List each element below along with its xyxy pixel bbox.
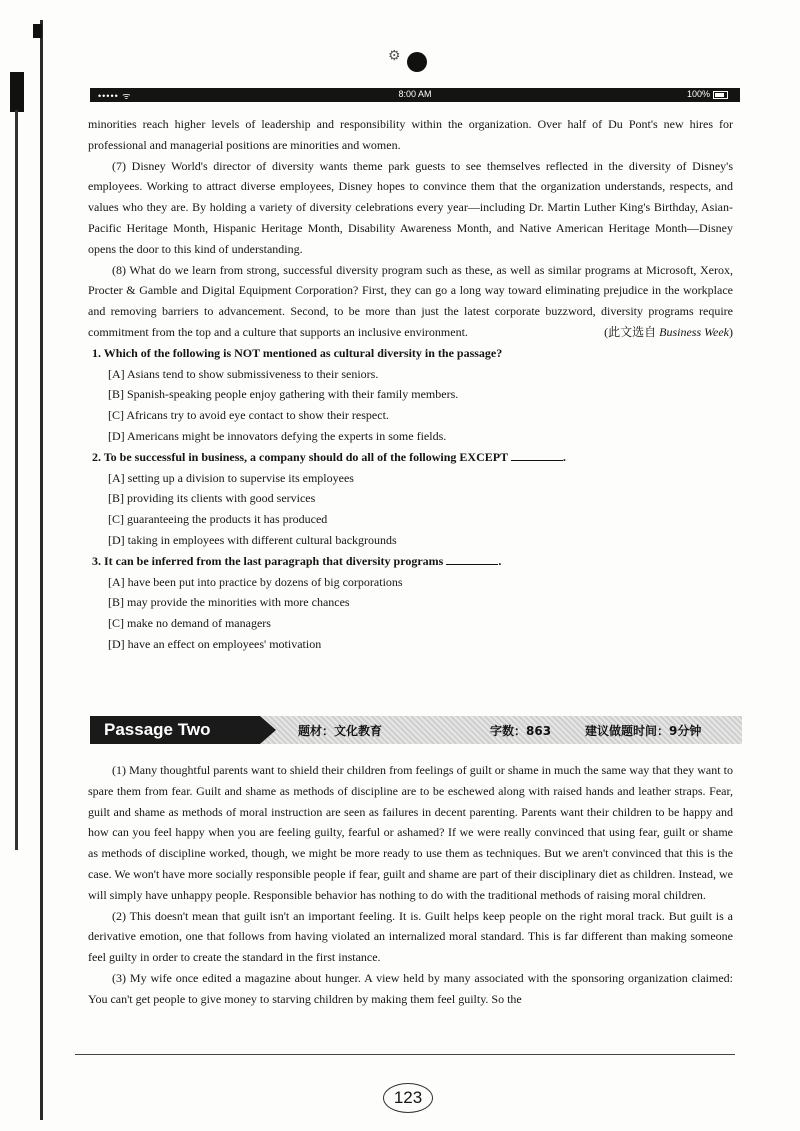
binding-mark (33, 24, 42, 38)
signal-icon: ••••• ᯤ (98, 91, 132, 101)
ornament-icon: ⚙ (388, 49, 401, 64)
paragraph-2: (2) This doesn't mean that guilt isn't an important feeling. It is. Guilt helps keep people on the right moral track. But guilt is a derivative emotion, one that follows from having violated an internalized moral standard. This is far different than making someone feel guilty in order to create the standard in the first instance. (88, 908, 733, 965)
paragraph-6-tail: minorities reach higher levels of leadership and responsibility within the organization. Over half of Du Pont's new hires for professional and managerial positions are minorities and women. (88, 117, 733, 152)
binding-rule (40, 20, 43, 1120)
phone-status-bar (90, 88, 740, 102)
passage-two-title: Passage Two (90, 716, 260, 744)
passage-two-banner (90, 716, 742, 744)
scan-edge-line (15, 110, 18, 850)
battery-indicator (687, 89, 728, 99)
battery-percent: 100% (686, 89, 710, 99)
source-name: Business Week (659, 324, 729, 339)
option: [B] Spanish-speaking people enjoy gathering with their family members. (108, 387, 459, 402)
paragraph-1: (1) Many thoughtful parents want to shield their children from feelings of guilt or shame in much the same way that they want to spare them from fear. Guilt and shame as methods of discipline are to be eschewed along with raised hands and leather straps. Fear, guilt and shame as methods of moral instruction are seen as failures in decent parenting. Parents want their children to be happy and how can you feel happy when you are feeling guilty, fearful or ashamed? If we were really convinced that using fear, guilt or shame as methods of discipline worked, though, we might be more ready to use them as techniques. But we aren't convinced that this is the case. We won't have more socially responsible people if fear, guilt and shame are part of their disciplinary diet as children. Instead, we will simply have unhappy people. Responsible behavior has nothing to do with the traditional methods of raising moral children. (88, 763, 733, 902)
option: [A] have been put into practice by dozens of big corporations (108, 574, 403, 589)
arrow-icon (260, 716, 276, 744)
paragraph-8: (8) What do we learn from strong, successful diversity program such as these, as well as similar programs at Microsoft, Xerox, Procter & Gamble and Digital Equipment Corporation? First, they can go a long way toward eliminating prejudice in the workplace and removing barriers to advancement. Second, to be more than just the latest corporate buzzword, diversity programs require commitment from the top and a culture that supports an inclusive environment. (88, 262, 733, 339)
dot-ornament-icon (407, 52, 427, 72)
footer-rule (75, 1054, 735, 1055)
scan-edge-block (10, 72, 24, 112)
option: [D] have an effect on employees' motivation (108, 636, 322, 651)
question-3: 3. It can be inferred from the last paragraph that diversity programs . (92, 553, 502, 568)
option: [D] Americans might be innovators defying the experts in some fields. (108, 428, 447, 443)
option: [B] may provide the minorities with more chances (108, 595, 350, 610)
option: [B] providing its clients with good services (108, 491, 316, 506)
option: [C] make no demand of managers (108, 616, 271, 631)
option: [C] guaranteeing the products it has produced (108, 512, 328, 527)
passage-one-content (88, 114, 733, 655)
option: [D] taking in employees with different cultural backgrounds (108, 532, 397, 547)
answer-blank (511, 448, 563, 461)
question-1: 1. Which of the following is NOT mentioned as cultural diversity in the passage? (92, 345, 503, 360)
option: [A] Asians tend to show submissiveness to their seniors. (108, 366, 379, 381)
suggested-time-label: 建议做题时间：9分钟 (585, 724, 702, 738)
battery-icon (713, 91, 728, 99)
topic-label: 题材：文化教育 (298, 724, 383, 738)
word-count-label: 字数：863 (490, 724, 552, 738)
passage-two-content (88, 760, 733, 1010)
option: [A] setting up a division to supervise its employees (108, 470, 354, 485)
page-number: 123 (383, 1083, 433, 1113)
paragraph-7: (7) Disney World's director of diversity wants theme park guests to see themselves reflected in the diversity of Disney's employees. Working to attract diverse employees, Disney hopes to convince them that the organization understands, respects, and values who they are. By holding a variety of diversity celebrations every year—including Dr. Martin Luther King's Birthday, Asian-Pacific Heritage Month, Hispanic Heritage Month, Disability Awareness Month, and Native American Heritage Month—Disney opens the door to this kind of understanding. (88, 158, 733, 256)
paragraph-3: (3) My wife once edited a magazine about hunger. A view held by many associated with the sponsoring organization claimed: You can't get people to give money to starving children by making them feel guilty. So the (88, 970, 733, 1006)
source-citation: (此文选自 Business Week) (604, 324, 733, 339)
question-2: 2. To be successful in business, a company should do all of the following EXCEPT . (92, 449, 566, 464)
answer-blank (446, 552, 498, 565)
option: [C] Africans try to avoid eye contact to show their respect. (108, 408, 389, 423)
status-time: 8:00 AM (398, 89, 432, 99)
